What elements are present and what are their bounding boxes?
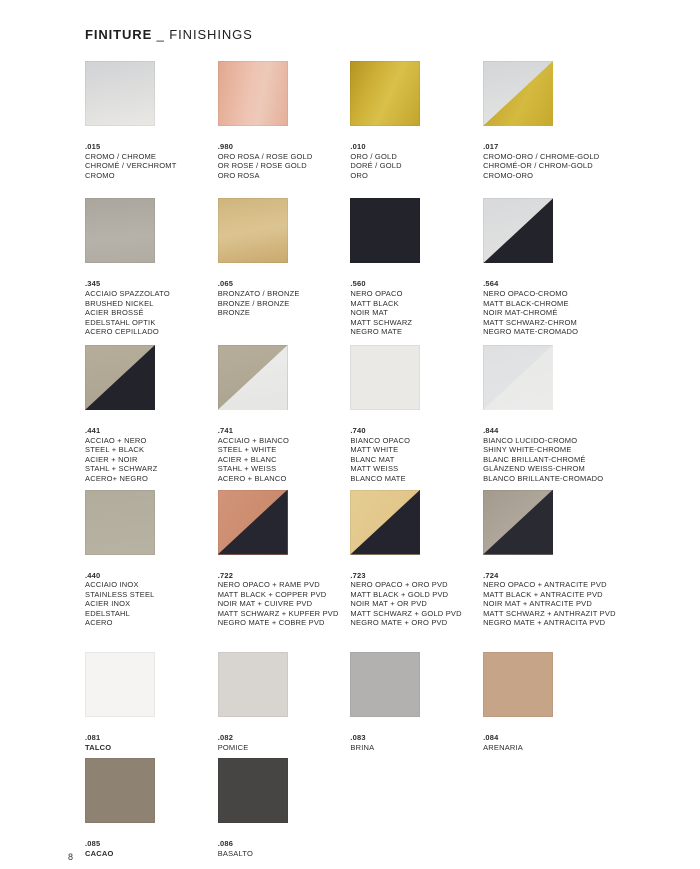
finish-swatch-overlay	[85, 345, 155, 410]
finish-swatch	[218, 758, 288, 823]
finish-swatch	[483, 490, 553, 555]
finish-swatch-overlay	[483, 490, 553, 555]
finish-name-line: MATT BLACK-CHROME	[483, 298, 569, 308]
finish-item	[483, 652, 616, 752]
finish-name-line: BLANC MAT	[350, 454, 395, 464]
finish-item	[218, 198, 351, 337]
finish-name-line: ACCIAIO SPAZZOLATO	[85, 288, 170, 298]
finish-code: .724	[483, 570, 499, 580]
finish-code: .065	[217, 279, 234, 289]
finish-code: .740	[350, 425, 366, 435]
finish-name-line: EDELSTAHL OPTIK	[85, 317, 156, 327]
finish-name-line: ORO	[350, 170, 369, 180]
finish-name-line: MATT SCHWARZ + ANTHRAZIT PVD	[483, 608, 616, 618]
finish-code: .564	[483, 279, 499, 289]
finish-name-line: MATT BLACK + ANTRACITE PVD	[483, 589, 603, 599]
finish-name-line: MATT SCHWARZ + KUPFER PVD	[217, 608, 339, 618]
finish-name-line: MATT SCHWARZ-CHROM	[483, 317, 577, 327]
finish-name-line: ORO ROSA	[217, 170, 260, 180]
finish-name-line: DORÉ / GOLD	[350, 161, 402, 171]
finish-name-line: ACERO + BLANCO	[217, 473, 287, 483]
finish-name-line: STAHL + SCHWARZ	[85, 464, 158, 474]
finish-swatch	[85, 61, 155, 126]
finish-item	[85, 490, 218, 629]
finish-item	[350, 652, 483, 752]
finish-code: .085	[85, 839, 101, 849]
finish-code: .441	[85, 425, 101, 435]
finish-name-line: BIANCO OPACO	[350, 435, 411, 445]
finish-name-line: OR ROSE / ROSE GOLD	[217, 161, 307, 171]
finish-name-line: MATT BLACK + GOLD PVD	[350, 589, 449, 599]
finish-name-line: GLÄNZEND WEISS-CHROM	[483, 464, 585, 474]
finish-code: .082	[217, 733, 234, 743]
finish-name-line: NOIR MAT	[350, 308, 389, 318]
finish-name-line: TALCO	[85, 742, 112, 752]
finish-name-line: BRONZE	[217, 308, 251, 318]
finish-name-line: CROMO	[85, 170, 115, 180]
finish-row	[85, 758, 700, 858]
finish-swatch	[483, 652, 553, 717]
finish-name-line: STAHL + WEISS	[217, 464, 277, 474]
finish-item	[218, 345, 351, 484]
finish-name-line: NEGRO MATE + COBRE PVD	[217, 618, 325, 628]
finish-name-line: NEGRO MATE	[350, 327, 403, 337]
finish-name-line: ACCIAIO INOX	[85, 580, 139, 590]
finish-row	[85, 61, 700, 180]
finish-name-line: NEGRO MATE-CROMADO	[483, 327, 579, 337]
finish-name-line: BLANCO BRILLANTE-CROMADO	[483, 473, 604, 483]
finish-code: .980	[217, 142, 234, 151]
finish-item	[85, 652, 218, 752]
finish-swatch-overlay	[218, 490, 288, 555]
finish-code: .017	[483, 142, 499, 151]
finish-name-line: MATT WEISS	[350, 464, 399, 474]
finish-swatch	[218, 198, 288, 263]
finish-name-line: NERO OPACO + ORO PVD	[350, 580, 448, 590]
finish-item	[350, 345, 483, 484]
finish-row	[85, 198, 700, 337]
finish-name-line: CHROMÉ-OR / CHROM-GOLD	[483, 161, 593, 171]
finish-swatch	[218, 490, 288, 555]
finish-row	[85, 490, 700, 629]
finish-item	[350, 198, 483, 337]
page-title-rest: _ FINISHINGS	[152, 27, 253, 42]
finish-name-line: STAINLESS STEEL	[85, 589, 155, 599]
finish-swatch	[350, 61, 420, 126]
finish-name-line: NERO OPACO	[350, 288, 403, 298]
finish-name-line: CROMO-ORO	[483, 170, 534, 180]
finish-name-line: ACIER + NOIR	[85, 454, 138, 464]
finish-swatch-overlay	[483, 61, 553, 126]
finish-name-line: BLANC BRILLANT-CHROMÉ	[483, 454, 586, 464]
page-number: 8	[68, 852, 74, 862]
finish-code: .722	[217, 570, 234, 580]
finish-name-line: ACERO	[85, 618, 113, 628]
finish-item	[483, 345, 616, 484]
finish-item	[350, 61, 483, 180]
finish-item	[483, 198, 616, 337]
finish-swatch-overlay	[483, 198, 553, 263]
finish-swatch	[483, 345, 553, 410]
finish-item	[483, 490, 616, 629]
finish-name-line: NOIR MAT-CHROMÉ	[483, 308, 558, 318]
finish-code: .010	[350, 142, 366, 151]
finish-swatch	[85, 758, 155, 823]
finish-code: .560	[350, 279, 366, 289]
finish-code: .345	[85, 279, 101, 289]
finish-name-line: ACERO CEPILLADO	[85, 327, 159, 337]
finish-swatch	[85, 652, 155, 717]
finish-name-line: ORO ROSA / ROSE GOLD	[217, 151, 313, 161]
finish-swatch	[483, 198, 553, 263]
finish-name-line: NERO OPACO-CROMO	[483, 288, 568, 298]
finish-swatch	[218, 345, 288, 410]
finish-item	[218, 652, 351, 752]
finish-name-line: NOIR MAT + OR PVD	[350, 599, 428, 609]
finish-name-line: CROMO / CHROME	[85, 151, 157, 161]
finish-name-line: CACAO	[85, 848, 114, 858]
finish-code: .081	[85, 733, 101, 743]
finish-name-line: SHINY WHITE-CHROME	[483, 445, 572, 455]
finish-name-line: BIANCO LUCIDO-CROMO	[483, 435, 578, 445]
finish-item	[85, 345, 218, 484]
finish-name-line: ACERO+ NEGRO	[85, 473, 149, 483]
finish-name-line: STEEL + WHITE	[217, 445, 277, 455]
finish-item	[218, 490, 351, 629]
finish-name-line: MATT SCHWARZ	[350, 317, 413, 327]
finish-swatch	[350, 652, 420, 717]
finish-name-line: CROMO-ORO / CHROME-GOLD	[483, 151, 600, 161]
finish-name-line: NEGRO MATE + ANTRACITA PVD	[483, 618, 606, 628]
finish-name-line: MATT BLACK	[350, 298, 399, 308]
finish-swatch	[350, 490, 420, 555]
finish-name-line: BRUSHED NICKEL	[85, 298, 154, 308]
finish-name-line: NOIR MAT + ANTRACITE PVD	[483, 599, 592, 609]
finish-swatch	[350, 345, 420, 410]
finish-name-line: NERO OPACO + ANTRACITE PVD	[483, 580, 607, 590]
finish-name-line: NERO OPACO + RAME PVD	[217, 580, 320, 590]
finish-name-line: BRONZE / BRONZE	[217, 298, 290, 308]
finish-item	[350, 490, 483, 629]
finish-swatch	[85, 490, 155, 555]
finish-swatch	[350, 198, 420, 263]
finish-code: .084	[483, 733, 499, 743]
finish-name-line: ACIER + BLANC	[217, 454, 277, 464]
finish-item	[85, 198, 218, 337]
finish-swatch	[85, 345, 155, 410]
finish-name-line: ARENARIA	[483, 742, 524, 752]
finish-name-line: BLANCO MATE	[350, 473, 406, 483]
finish-code: .083	[350, 733, 366, 743]
finish-swatch-overlay	[483, 345, 553, 410]
finish-code: .086	[217, 839, 234, 849]
finish-swatch	[218, 61, 288, 126]
finish-name-line: MATT BLACK + COPPER PVD	[217, 589, 327, 599]
finish-name-line: BRONZATO / BRONZE	[217, 288, 300, 298]
finish-name-line: CHROMÉ / VERCHROMT	[85, 161, 177, 171]
finish-item	[483, 61, 616, 180]
finish-swatch	[85, 198, 155, 263]
finish-item	[218, 758, 351, 858]
finish-name-line: NOIR MAT + CUIVRE PVD	[217, 599, 313, 609]
finish-swatch	[483, 61, 553, 126]
finish-name-line: ACIER BROSSÉ	[85, 308, 144, 318]
page-title-bold: FINITURE	[85, 27, 153, 42]
finish-swatch-overlay	[218, 345, 288, 410]
finish-item	[85, 758, 218, 858]
finish-name-line: ORO / GOLD	[350, 151, 397, 161]
finish-name-line: MATT WHITE	[350, 445, 399, 455]
finish-name-line: STEEL + BLACK	[85, 445, 145, 455]
finish-name-line: POMICE	[217, 742, 249, 752]
page-title	[85, 27, 700, 42]
finish-name-line: BASALTO	[217, 848, 253, 858]
finish-code: .440	[85, 570, 101, 580]
finishes-grid	[85, 61, 700, 858]
finish-row	[85, 345, 700, 484]
finish-name-line: MATT SCHWARZ + GOLD PVD	[350, 608, 462, 618]
finish-name-line: ACCIAO + NERO	[85, 435, 147, 445]
finish-name-line: NEGRO MATE + ORO PVD	[350, 618, 448, 628]
finish-name-line: BRINA	[350, 742, 375, 752]
finish-name-line: ACCIAIO + BIANCO	[217, 435, 290, 445]
finish-name-line: ACIER INOX	[85, 599, 131, 609]
finish-code: .844	[483, 425, 499, 435]
finish-item	[218, 61, 351, 180]
finish-name-line: EDELSTAHL	[85, 608, 131, 618]
finish-item	[85, 61, 218, 180]
finish-swatch	[218, 652, 288, 717]
finish-code: .741	[217, 425, 234, 435]
finish-code: .015	[85, 142, 101, 151]
finish-row	[85, 652, 700, 752]
finish-code: .723	[350, 570, 366, 580]
finish-swatch-overlay	[350, 490, 420, 555]
